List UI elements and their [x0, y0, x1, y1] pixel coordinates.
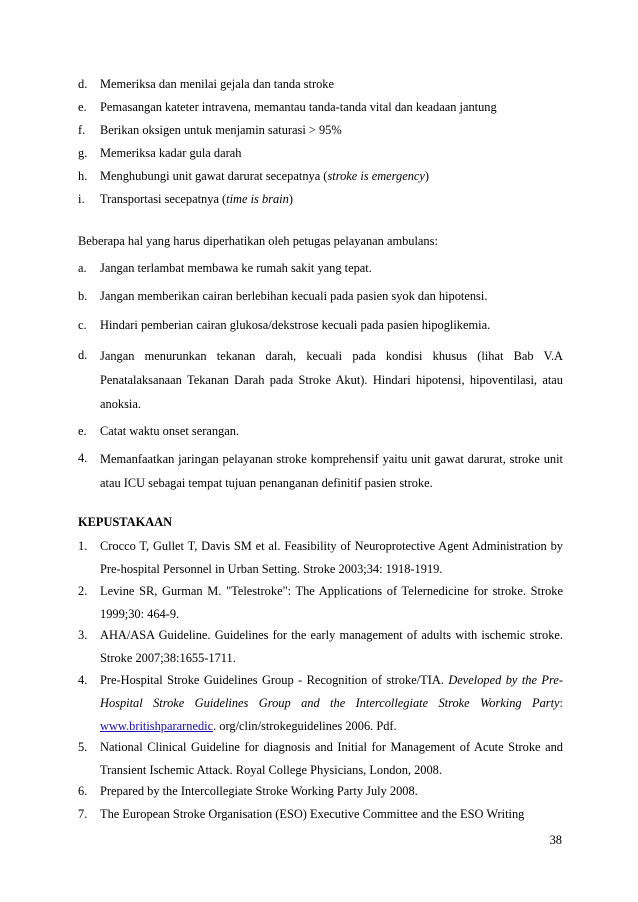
list-marker: b.: [78, 289, 88, 303]
list-item-text: Jangan menurunkan tekanan darah, kecuali pada kondisi khusus (lihat Bab V.A Penatalaksanaan Tekanan Darah pada Stroke Akut). Hindari hipotensi, hipoventilasi, atau anoksia.: [100, 349, 563, 411]
list-marker: 4.: [78, 451, 88, 465]
list-marker: h.: [78, 169, 88, 183]
text-segment: :: [559, 696, 563, 710]
list-item: [78, 119, 563, 142]
reference-item: [78, 780, 563, 803]
list-item: [78, 420, 563, 443]
list-marker: e.: [78, 424, 87, 438]
references-heading: KEPUSTAKAAN: [78, 515, 173, 529]
reference-item: [78, 669, 563, 738]
text-segment: Menghubungi unit gawat darurat secepatnya (: [100, 169, 328, 183]
list-item: [78, 73, 563, 96]
list-item: [78, 257, 563, 280]
reference-text: Levine SR, Gurman M. "Telestroke": The Applications of Telernedicine for stroke. Stroke 1999;30: 464-9.: [100, 584, 563, 621]
italic-text: Developed by the Pre-Hospital Stroke Guidelines Group and the Intercollegiate Stroke Working Party: [100, 673, 563, 710]
reference-text: The European Stroke Organisation (ESO) Executive Committee and the ESO Writing: [100, 807, 525, 821]
list-item-text: Jangan terlambat membawa ke rumah sakit yang tepat.: [100, 261, 372, 275]
list-item-text: Catat waktu onset serangan.: [100, 424, 240, 438]
reference-text: National Clinical Guideline for diagnosis and Initial for Management of Acute Stroke and Transient Ischemic Attack. Royal College Physicians, London, 2008.: [100, 740, 563, 777]
list-item-text: Memanfaatkan jaringan pelayanan stroke komprehensif yaitu unit gawat darurat, stroke unit atau ICU sebagai tempat tujuan penanganan definitif pasien stroke.: [100, 452, 563, 490]
list-item: [78, 344, 563, 416]
list-marker: c.: [78, 318, 87, 332]
text-segment: . org/clin/strokeguidelines 2006. Pdf.: [213, 719, 397, 733]
text-segment: Transportasi secepatnya (: [100, 192, 227, 206]
list-marker: i.: [78, 192, 85, 206]
list-item-text: Jangan memberikan cairan berlebihan kecuali pada pasien syok dan hipotensi.: [100, 289, 488, 303]
list-item: [78, 447, 563, 495]
list-item: [78, 285, 563, 308]
reference-marker: 2.: [78, 584, 88, 598]
reference-marker: 4.: [78, 673, 88, 687]
italic-text: stroke is emergency: [327, 169, 425, 183]
reference-text: AHA/ASA Guideline. Guidelines for the early management of adults with ischemic stroke. Stroke 2007;38:1655-1711.: [100, 628, 563, 665]
list-item-text: [100, 165, 563, 188]
list-item-text: Hindari pemberian cairan glukosa/dekstrose kecuali pada pasien hipoglikemia.: [100, 318, 491, 332]
list-item: [78, 165, 563, 188]
list-item-text: Memeriksa dan menilai gejala dan tanda stroke: [100, 77, 334, 91]
text-segment: ): [288, 192, 293, 206]
list-item: [78, 314, 563, 337]
list-marker: f.: [78, 123, 86, 137]
list-item-text: [100, 188, 563, 211]
reference-link[interactable]: www.britishpararnedic: [100, 719, 214, 733]
reference-text: Crocco T, Gullet T, Davis SM et al. Feasibility of Neuroprotective Agent Administration by Pre-hospital Personnel in Urban Setting. Stroke 2003;34: 1918-1919.: [100, 539, 563, 576]
list-item: [78, 188, 563, 211]
list-item-text: Berikan oksigen untuk menjamin saturasi > 95%: [100, 123, 342, 137]
list-marker: a.: [78, 261, 87, 275]
text-segment: Pre-Hospital Stroke Guidelines Group - Recognition of stroke/TIA.: [100, 673, 449, 687]
list-marker: d.: [78, 77, 88, 91]
page-number: 38: [549, 833, 562, 847]
reference-marker: 7.: [78, 807, 88, 821]
list-item-text: Memeriksa kadar gula darah: [100, 146, 242, 160]
reference-marker: 5.: [78, 740, 88, 754]
list-marker: d.: [78, 348, 88, 362]
italic-text: time is brain: [226, 192, 289, 206]
reference-text: Prepared by the Intercollegiate Stroke Working Party July 2008.: [100, 784, 418, 798]
text-segment: ): [424, 169, 430, 183]
reference-item: [78, 535, 563, 581]
reference-marker: 1.: [78, 539, 88, 553]
reference-item: [78, 736, 563, 782]
list-marker: g.: [78, 146, 88, 160]
list-marker: e.: [78, 100, 87, 114]
reference-item: [78, 624, 563, 670]
list-item: [78, 96, 563, 119]
reference-text: [100, 669, 563, 738]
reference-marker: 3.: [78, 628, 88, 642]
ambulance-intro-paragraph: Beberapa hal yang harus diperhatikan oleh petugas pelayanan ambulans:: [78, 234, 438, 248]
list-item: [78, 142, 563, 165]
reference-item: [78, 580, 563, 626]
reference-item: [78, 803, 563, 826]
list-item-text: Pemasangan kateter intravena, memantau tanda-tanda vital dan keadaan jantung: [100, 100, 497, 114]
reference-marker: 6.: [78, 784, 88, 798]
